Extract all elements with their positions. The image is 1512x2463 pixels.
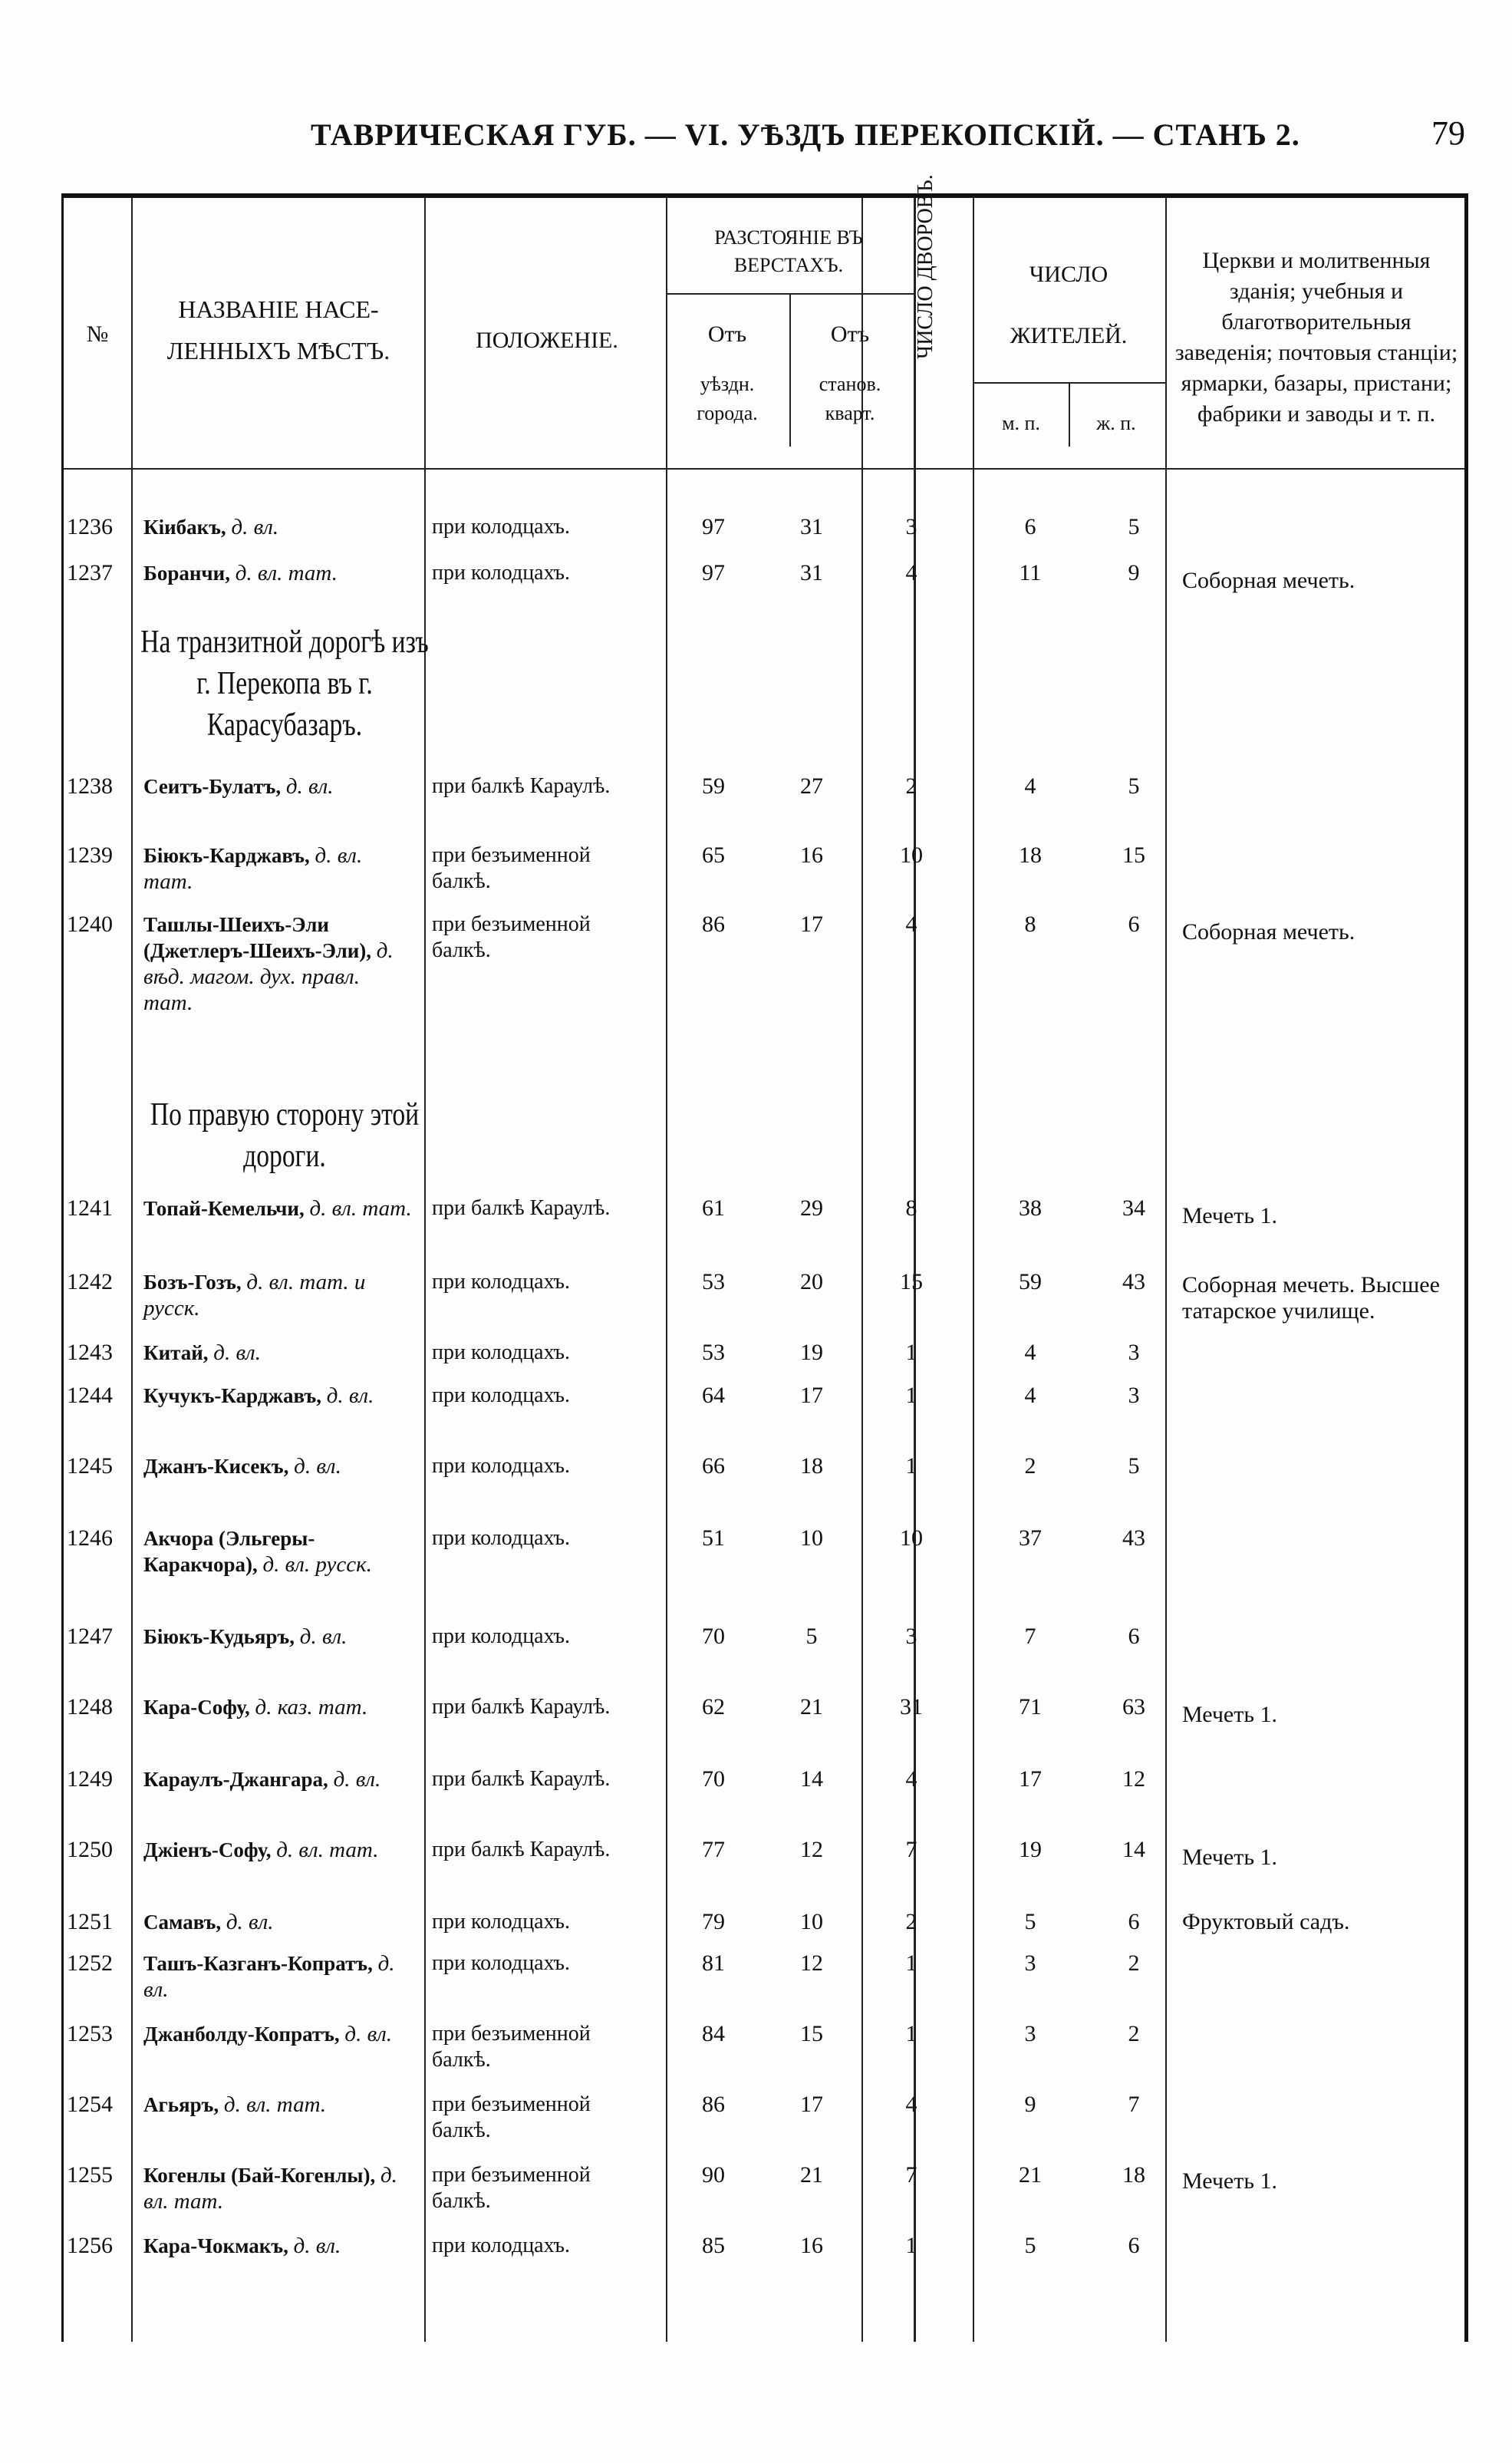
place-kind: д. вл. bbox=[293, 2234, 341, 2258]
place-name bbox=[143, 1383, 412, 1409]
male-count: 4 bbox=[1024, 1340, 1036, 1365]
place-name bbox=[143, 1624, 412, 1650]
section-right-side: По правую сторону этой дороги. bbox=[150, 1097, 420, 1174]
place-kind: д. вл. bbox=[294, 1454, 341, 1479]
place-kind: д. вл. bbox=[231, 515, 279, 539]
row-number: 1253 bbox=[67, 2021, 113, 2046]
place-kind: д. вл. тат. bbox=[223, 2092, 327, 2117]
female-count: 6 bbox=[1128, 1624, 1140, 1649]
col-female-header: ж. п. bbox=[1096, 412, 1136, 434]
place-kind: д. вл. bbox=[226, 1910, 274, 1934]
yards: 3 bbox=[905, 1624, 917, 1649]
yards: 10 bbox=[900, 842, 923, 868]
row-number: 1256 bbox=[67, 2233, 113, 2258]
male-count: 9 bbox=[1024, 2092, 1036, 2117]
row-number: 1249 bbox=[67, 1766, 113, 1792]
yards: 1 bbox=[905, 2233, 917, 2258]
col-dist-station-top: Отъ bbox=[830, 321, 870, 347]
place-name-text: Бозъ-Гозъ, bbox=[143, 1271, 242, 1294]
female-count: 2 bbox=[1128, 2021, 1140, 2046]
section-transit-road: На транзитной дорогѣ изъ г. Перекопа въ г. Карасубазаръ. bbox=[140, 625, 429, 743]
place-name bbox=[143, 842, 412, 895]
dist-city: 61 bbox=[702, 1195, 725, 1221]
col-num-header: № bbox=[86, 321, 109, 347]
female-count: 12 bbox=[1122, 1766, 1145, 1792]
position: при безъименной балкѣ. bbox=[432, 2092, 591, 2142]
dist-city: 81 bbox=[702, 1950, 725, 1976]
institutions-note: Соборная мечеть. bbox=[1182, 568, 1356, 593]
place-name bbox=[143, 2233, 412, 2259]
place-name-text: Агьяръ, bbox=[143, 2093, 219, 2116]
female-count: 2 bbox=[1128, 1950, 1140, 1976]
position: при балкѣ Караулѣ. bbox=[432, 1838, 611, 1861]
place-kind: д. вѣд. магом. дух. правл. тат. bbox=[143, 938, 394, 1015]
male-count: 3 bbox=[1024, 2021, 1036, 2046]
col-yards-header: ЧИСЛО ДВОРОВЪ. bbox=[914, 174, 937, 359]
row-number: 1250 bbox=[67, 1837, 113, 1862]
row-number: 1237 bbox=[67, 560, 113, 585]
position: при колодцахъ. bbox=[432, 1270, 571, 1294]
position: при колодцахъ. bbox=[432, 1454, 571, 1478]
dist-station: 19 bbox=[800, 1340, 823, 1365]
dist-station: 27 bbox=[800, 773, 823, 799]
dist-city: 53 bbox=[702, 1340, 725, 1365]
place-kind: д. вл. bbox=[299, 1624, 348, 1649]
row-number: 1248 bbox=[67, 1694, 113, 1719]
male-count: 38 bbox=[1019, 1195, 1042, 1221]
col-distance-header: РАЗСТОЯНІЕ ВЪ ВЕРСТАХЪ. bbox=[714, 226, 863, 276]
row-number: 1247 bbox=[67, 1624, 113, 1649]
female-count: 6 bbox=[1128, 1909, 1140, 1934]
place-name bbox=[143, 514, 481, 540]
male-count: 2 bbox=[1024, 1453, 1036, 1479]
position: при колодцахъ. bbox=[432, 2234, 571, 2257]
female-count: 5 bbox=[1128, 1453, 1140, 1479]
dist-station: 31 bbox=[800, 560, 823, 585]
col-dist-city-top: Отъ bbox=[707, 321, 747, 347]
row-number: 1241 bbox=[67, 1195, 113, 1221]
place-name-text: Джанъ-Кисекъ, bbox=[143, 1455, 289, 1478]
yards: 10 bbox=[900, 1525, 923, 1551]
place-name-text: Китай, bbox=[143, 1341, 209, 1364]
dist-station: 12 bbox=[800, 1837, 823, 1862]
row-number: 1246 bbox=[67, 1525, 113, 1551]
row-number: 1240 bbox=[67, 912, 113, 937]
institutions-note: Фруктовый садъ. bbox=[1182, 1909, 1350, 1934]
yards: 4 bbox=[905, 2092, 917, 2117]
dist-city: 79 bbox=[702, 1909, 725, 1934]
yards: 1 bbox=[905, 2021, 917, 2046]
female-count: 6 bbox=[1128, 912, 1140, 937]
place-name-text: Біюкъ-Карджавъ, bbox=[143, 844, 310, 867]
row-number: 1251 bbox=[67, 1909, 113, 1934]
male-count: 4 bbox=[1024, 773, 1036, 799]
page-number: 79 bbox=[1431, 114, 1465, 152]
gazetteer-table bbox=[61, 174, 1468, 2342]
position: при колодцахъ. bbox=[432, 515, 571, 539]
dist-station: 10 bbox=[800, 1909, 823, 1934]
place-name-text: Караулъ-Джангара, bbox=[143, 1768, 328, 1791]
male-count: 21 bbox=[1019, 2162, 1042, 2188]
dist-city: 97 bbox=[702, 560, 725, 585]
place-name-text: Джіенъ-Софу, bbox=[143, 1838, 272, 1861]
institutions-note: Мечеть 1. bbox=[1182, 1702, 1278, 1727]
institutions-note: Соборная мечеть. Высшее татарское училище. bbox=[1182, 1272, 1440, 1324]
place-name-text: Кучукъ-Карджавъ, bbox=[143, 1384, 321, 1407]
position: при колодцахъ. bbox=[432, 1340, 571, 1364]
institutions-note: Мечеть 1. bbox=[1182, 1203, 1278, 1228]
female-count: 7 bbox=[1128, 2092, 1140, 2117]
place-name-text: Біюкъ-Кудьяръ, bbox=[143, 1625, 295, 1648]
place-name bbox=[143, 2162, 412, 2214]
row-number: 1242 bbox=[67, 1269, 113, 1294]
row-number: 1238 bbox=[67, 773, 113, 799]
place-name bbox=[143, 1525, 412, 1578]
yards: 4 bbox=[905, 1766, 917, 1792]
place-name bbox=[143, 1766, 412, 1792]
male-count: 6 bbox=[1024, 514, 1036, 539]
dist-station: 16 bbox=[800, 2233, 823, 2258]
yards: 31 bbox=[900, 1694, 923, 1719]
male-count: 5 bbox=[1024, 2233, 1036, 2258]
yards: 2 bbox=[905, 1909, 917, 1934]
rule bbox=[64, 468, 1464, 470]
position: при колодцахъ. bbox=[432, 1910, 571, 1934]
dist-city: 51 bbox=[702, 1525, 725, 1551]
position: при безъименной балкѣ. bbox=[432, 2163, 591, 2213]
place-kind: д. вл. русск. bbox=[262, 1552, 372, 1577]
position: при балкѣ Караулѣ. bbox=[432, 1695, 611, 1719]
male-count: 18 bbox=[1019, 842, 1042, 868]
yards: 1 bbox=[905, 1453, 917, 1479]
col-churches-header: Церкви и молитвенныя зданія; учебныя и благотворительныя заведенія; почтовыя станціи; ярмарки, базары, пристани; фабрики и заводы и т. п. bbox=[1174, 248, 1458, 427]
female-count: 9 bbox=[1128, 560, 1140, 585]
position: при балкѣ Караулѣ. bbox=[432, 1196, 611, 1220]
male-count: 3 bbox=[1024, 1950, 1036, 1976]
place-kind: д. вл. bbox=[326, 1383, 374, 1408]
place-kind: д. вл. тат. bbox=[276, 1838, 379, 1862]
female-count: 5 bbox=[1128, 514, 1140, 539]
place-kind: д. вл. тат. bbox=[143, 2163, 397, 2214]
female-count: 14 bbox=[1122, 1837, 1145, 1862]
place-name bbox=[143, 2021, 412, 2047]
dist-station: 29 bbox=[800, 1195, 823, 1221]
dist-city: 59 bbox=[702, 773, 725, 799]
col-dist-city-bottom: уѣздн. города. bbox=[697, 373, 758, 424]
yards: 1 bbox=[905, 1383, 917, 1408]
place-name bbox=[143, 560, 481, 586]
place-name bbox=[143, 912, 412, 1016]
dist-city: 84 bbox=[702, 2021, 725, 2046]
position: при безъименной балкѣ. bbox=[432, 2022, 591, 2072]
dist-station: 16 bbox=[800, 842, 823, 868]
page-header bbox=[54, 106, 1473, 167]
place-name bbox=[143, 1453, 412, 1479]
yards: 1 bbox=[905, 1340, 917, 1365]
row-number: 1245 bbox=[67, 1453, 113, 1479]
dist-city: 97 bbox=[702, 514, 725, 539]
position: при безъименной балкѣ. bbox=[432, 912, 591, 962]
institutions-note: Мечеть 1. bbox=[1182, 2168, 1278, 2194]
dist-station: 15 bbox=[800, 2021, 823, 2046]
dist-station: 5 bbox=[805, 1624, 818, 1649]
place-kind: д. каз. тат. bbox=[255, 1695, 368, 1719]
dist-city: 70 bbox=[702, 1624, 725, 1649]
male-count: 19 bbox=[1019, 1837, 1042, 1862]
row-number: 1236 bbox=[67, 514, 113, 539]
yards: 7 bbox=[905, 1837, 917, 1862]
place-name-text: Кара-Чокмакъ, bbox=[143, 2234, 288, 2257]
female-count: 43 bbox=[1122, 1269, 1145, 1294]
place-name-text: Самавъ, bbox=[143, 1911, 222, 1934]
position: при колодцахъ. bbox=[432, 1951, 571, 1975]
dist-station: 14 bbox=[800, 1766, 823, 1792]
place-name bbox=[143, 1909, 481, 1935]
place-kind: д. вл. bbox=[143, 1951, 395, 2002]
female-count: 34 bbox=[1122, 1195, 1145, 1221]
position: при колодцахъ. bbox=[432, 561, 571, 585]
dist-station: 21 bbox=[800, 1694, 823, 1719]
yards: 2 bbox=[905, 773, 917, 799]
dist-station: 17 bbox=[800, 912, 823, 937]
female-count: 5 bbox=[1128, 773, 1140, 799]
place-name-text: Ташлы-Шеихъ-Эли (Джетлеръ-Шеихъ-Эли), bbox=[143, 913, 372, 962]
position: при балкѣ Караулѣ. bbox=[432, 1767, 611, 1791]
place-kind: д. вл. тат. bbox=[309, 1196, 412, 1221]
dist-city: 70 bbox=[702, 1766, 725, 1792]
female-count: 63 bbox=[1122, 1694, 1145, 1719]
place-name-text: Акчора (Эльгеры-Каракчора), bbox=[143, 1527, 315, 1576]
female-count: 43 bbox=[1122, 1525, 1145, 1551]
position: при колодцахъ. bbox=[432, 1383, 571, 1407]
dist-city: 86 bbox=[702, 2092, 725, 2117]
dist-station: 31 bbox=[800, 514, 823, 539]
dist-city: 85 bbox=[702, 2233, 725, 2258]
place-name-text: Кіибакъ, bbox=[143, 516, 226, 539]
place-name-text: Когенлы (Бай-Когенлы), bbox=[143, 2164, 376, 2187]
dist-station: 17 bbox=[800, 1383, 823, 1408]
col-dist-station-bottom: станов. кварт. bbox=[819, 373, 881, 424]
dist-city: 62 bbox=[702, 1694, 725, 1719]
dist-station: 20 bbox=[800, 1269, 823, 1294]
col-residents-header: ЧИСЛО ЖИТЕЛЕЙ. bbox=[1010, 262, 1128, 348]
male-count: 37 bbox=[1019, 1525, 1042, 1551]
place-kind: д. вл. тат. bbox=[235, 561, 338, 585]
dist-city: 64 bbox=[702, 1383, 725, 1408]
row-number: 1244 bbox=[67, 1383, 113, 1408]
female-count: 3 bbox=[1128, 1340, 1140, 1365]
row-number: 1255 bbox=[67, 2162, 113, 2188]
dist-city: 53 bbox=[702, 1269, 725, 1294]
dist-city: 90 bbox=[702, 2162, 725, 2188]
yards: 1 bbox=[905, 1950, 917, 1976]
dist-station: 12 bbox=[800, 1950, 823, 1976]
male-count: 5 bbox=[1024, 1909, 1036, 1934]
place-kind: д. вл. bbox=[213, 1340, 261, 1365]
place-name-text: Кара-Софу, bbox=[143, 1696, 250, 1719]
male-count: 7 bbox=[1024, 1624, 1036, 1649]
place-name bbox=[143, 1195, 412, 1222]
male-count: 71 bbox=[1019, 1694, 1042, 1719]
col-male-header: м. п. bbox=[1002, 412, 1040, 434]
dist-city: 66 bbox=[702, 1453, 725, 1479]
row-number: 1254 bbox=[67, 2092, 113, 2117]
dist-city: 86 bbox=[702, 912, 725, 937]
page-title: ТАВРИЧЕСКАЯ ГУБ. — VI. УѢЗДЪ ПЕРЕКОПСКІЙ. — СТАНЪ 2. bbox=[311, 117, 1300, 152]
institutions-note: Мечеть 1. bbox=[1182, 1845, 1278, 1870]
place-name bbox=[143, 1950, 412, 2003]
col-position-header: ПОЛОЖЕНІЕ. bbox=[476, 328, 618, 353]
position: при колодцахъ. bbox=[432, 1624, 571, 1648]
yards: 15 bbox=[900, 1269, 923, 1294]
row-number: 1243 bbox=[67, 1340, 113, 1365]
dist-station: 10 bbox=[800, 1525, 823, 1551]
yards: 7 bbox=[905, 2162, 917, 2188]
dist-station: 17 bbox=[800, 2092, 823, 2117]
dist-station: 18 bbox=[800, 1453, 823, 1479]
yards: 8 bbox=[905, 1195, 917, 1221]
place-name bbox=[143, 1837, 412, 1863]
place-kind: д. вл. тат. и русск. bbox=[143, 1270, 366, 1321]
dist-station: 21 bbox=[800, 2162, 823, 2188]
female-count: 3 bbox=[1128, 1383, 1140, 1408]
place-name-text: Топай-Кемельчи, bbox=[143, 1197, 305, 1220]
female-count: 6 bbox=[1128, 2233, 1140, 2258]
place-name-text: Сеитъ-Булатъ, bbox=[143, 775, 282, 798]
row-number: 1252 bbox=[67, 1950, 113, 1976]
rule bbox=[789, 293, 791, 447]
male-count: 8 bbox=[1024, 912, 1036, 937]
place-name-text: Боранчи, bbox=[143, 562, 230, 585]
place-kind: д. вл. тат. bbox=[143, 843, 363, 894]
dist-city: 77 bbox=[702, 1837, 725, 1862]
male-count: 4 bbox=[1024, 1383, 1036, 1408]
institutions-note: Соборная мечеть. bbox=[1182, 919, 1356, 945]
place-name bbox=[143, 773, 412, 800]
place-kind: д. вл. bbox=[285, 774, 334, 799]
place-name bbox=[143, 1269, 412, 1321]
place-kind: д. вл. bbox=[333, 1767, 381, 1792]
place-name-text: Ташъ-Казганъ-Копратъ, bbox=[143, 1952, 373, 1975]
male-count: 59 bbox=[1019, 1269, 1042, 1294]
dist-city: 65 bbox=[702, 842, 725, 868]
position: при безъименной балкѣ. bbox=[432, 843, 591, 893]
row-number: 1239 bbox=[67, 842, 113, 868]
female-count: 18 bbox=[1122, 2162, 1145, 2188]
male-count: 11 bbox=[1019, 560, 1042, 585]
place-name bbox=[143, 2092, 412, 2118]
place-name-text: Джанболду-Копратъ, bbox=[143, 2023, 340, 2046]
place-kind: д. вл. bbox=[344, 2022, 393, 2046]
place-name bbox=[143, 1694, 412, 1720]
yards: 4 bbox=[905, 560, 917, 585]
place-name bbox=[143, 1340, 481, 1366]
position: при балкѣ Караулѣ. bbox=[432, 774, 611, 798]
yards: 4 bbox=[905, 912, 917, 937]
female-count: 15 bbox=[1122, 842, 1145, 868]
male-count: 17 bbox=[1019, 1766, 1042, 1792]
col-name-header: НАЗВАНІЕ НАСЕ-ЛЕННЫХЪ МѢСТЪ. bbox=[166, 295, 390, 364]
position: при колодцахъ. bbox=[432, 1526, 571, 1550]
yards: 3 bbox=[905, 514, 917, 539]
